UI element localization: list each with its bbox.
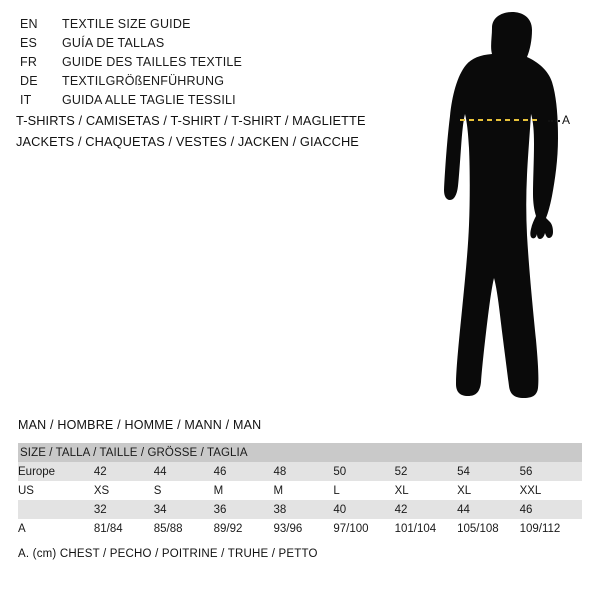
body-silhouette-icon [400, 10, 600, 410]
cell: 52 [395, 462, 458, 481]
language-code: ES [20, 36, 38, 50]
cell: XXL [520, 481, 582, 500]
table-row [18, 500, 582, 519]
cell: XS [94, 481, 154, 500]
cell: M [214, 481, 274, 500]
table-header-label: SIZE / TALLA / TAILLE / GRÖSSE / TAGLIA [18, 443, 582, 462]
cell: 54 [457, 462, 520, 481]
cell: 93/96 [273, 519, 333, 538]
row-label [18, 500, 94, 519]
cell: 38 [273, 500, 333, 519]
cell: 56 [520, 462, 582, 481]
cell: 42 [94, 462, 154, 481]
size-table [18, 443, 582, 538]
category-jackets: JACKETS / CHAQUETAS / VESTES / JACKEN / GIACCHE [16, 134, 359, 149]
language-text: GUIDE DES TAILLES TEXTILE [62, 55, 243, 69]
cell: L [333, 481, 394, 500]
cell: 109/112 [520, 519, 582, 538]
language-row [20, 15, 350, 34]
language-list [20, 15, 350, 110]
row-label: US [18, 481, 94, 500]
cell: 81/84 [94, 519, 154, 538]
cell: 32 [94, 500, 154, 519]
language-row [20, 72, 350, 91]
cell: 44 [457, 500, 520, 519]
category-headings [16, 110, 376, 152]
cell: 42 [395, 500, 458, 519]
cell: 36 [214, 500, 274, 519]
cell: S [154, 481, 214, 500]
language-code: EN [20, 17, 38, 31]
marker-leader-line [548, 120, 560, 124]
table-row [18, 462, 582, 481]
language-text: TEXTILGRÖßENFÜHRUNG [62, 74, 225, 88]
cell: M [273, 481, 333, 500]
cell: XL [457, 481, 520, 500]
cell: 89/92 [214, 519, 274, 538]
language-text: GUÍA DE TALLAS [62, 36, 165, 50]
cell: 44 [154, 462, 214, 481]
cell: 50 [333, 462, 394, 481]
language-row [20, 34, 350, 53]
cell: 46 [214, 462, 274, 481]
language-row [20, 53, 350, 72]
category-tshirts: T-SHIRTS / CAMISETAS / T-SHIRT / T-SHIRT / MAGLIETTE [16, 113, 366, 128]
table-title: MAN / HOMBRE / HOMME / MANN / MAN [18, 418, 262, 432]
cell: 97/100 [333, 519, 394, 538]
male-figure-illustration [400, 10, 600, 410]
language-text: GUIDA ALLE TAGLIE TESSILI [62, 93, 236, 107]
language-code: DE [20, 74, 38, 88]
cell: 101/104 [395, 519, 458, 538]
cell: 34 [154, 500, 214, 519]
language-text: TEXTILE SIZE GUIDE [62, 17, 191, 31]
table-row [18, 481, 582, 500]
table-row [18, 519, 582, 538]
cell: 105/108 [457, 519, 520, 538]
cell: XL [395, 481, 458, 500]
cell: 46 [520, 500, 582, 519]
language-code: IT [20, 93, 32, 107]
marker-label-a: A [562, 113, 571, 127]
language-row [20, 91, 350, 110]
cell: 40 [333, 500, 394, 519]
cell: 48 [273, 462, 333, 481]
footer-note: A. (cm) CHEST / PECHO / POITRINE / TRUHE / PETTO [18, 548, 318, 560]
row-label: Europe [18, 462, 94, 481]
row-label: A [18, 519, 94, 538]
cell: 85/88 [154, 519, 214, 538]
table-header-row [18, 443, 582, 462]
language-code: FR [20, 55, 38, 69]
